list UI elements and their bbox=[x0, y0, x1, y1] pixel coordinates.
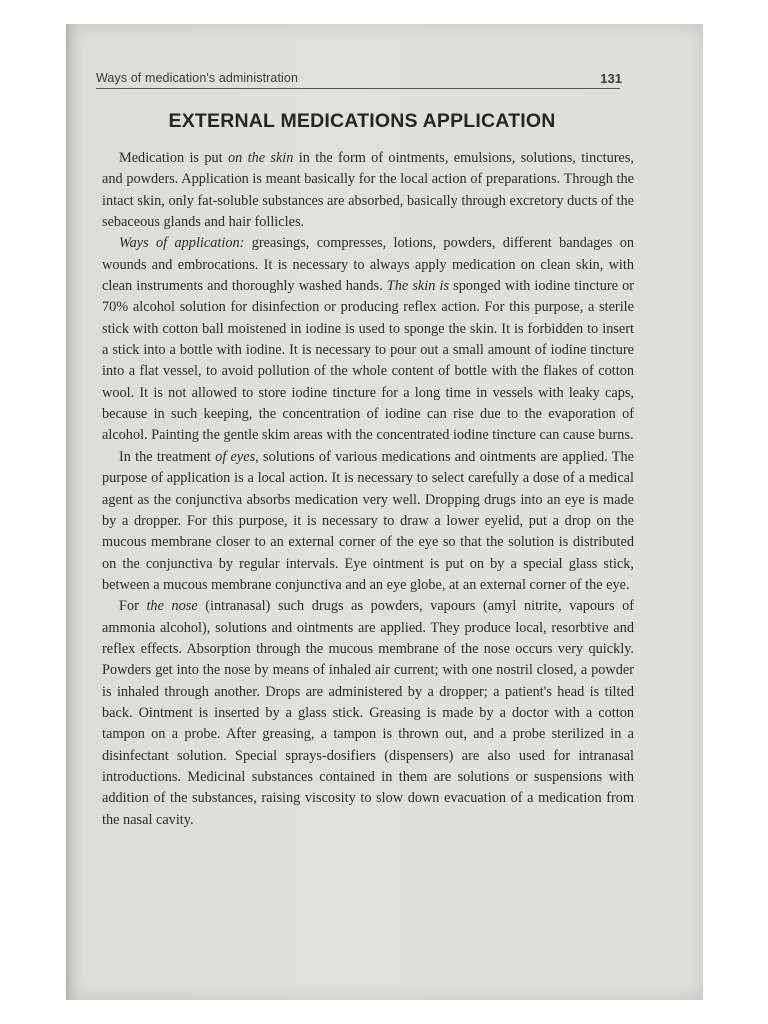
paragraph-skin bbox=[102, 148, 634, 233]
emphasis: the nose bbox=[146, 598, 198, 615]
body-text bbox=[102, 148, 634, 831]
text-run: Medication is put bbox=[119, 150, 228, 166]
text-run: in the form of ointments, emulsions, solutions, tinctures, and powders. Application is meant basically for the local action of preparations. Through the intact skin, only fat-soluble substances are absorbed, basically through excretory ducts of the sebaceous glands and hair follicles. bbox=[102, 150, 635, 231]
text-run: sponged with iodine tincture or 70% alcohol solution for disinfection or producing reflex action. For this purpose, a sterile stick with cotton ball moistened in iodine is used to sponge the skin. It is forbidden to insert a stick into a bottle with iodine. It is necessary to pour out a small amount of iodine tincture into a flat vessel, to avoid pollution of the whole content of bottle with the flakes of cotton wool. It is not allowed to store iodine tincture for a long time in vessels with leaky caps, because in such keeping, the concentration of iodine can rise due to the evaporation of alcohol. Painting the gentle skim areas with the concentrated iodine tincture can cause burns. bbox=[102, 278, 634, 444]
text-run: , solutions of various medications and ointments are applied. The purpose of application is a local action. It is necessary to select carefully a dose of a medical agent as the conjunctiva absorbs medication very well. Dropping drugs into an eye is made by a dropper. For this purpose, it is necessary to draw a lower eyelid, put a drop on the mucous membrane closer to an external corner of the eye so that the solution is distributed on the conjunctiva by regular intervals. Eye ointment is put on by a special glass stick, between a mucous membrane conjunctiva and an eye globe, at an external corner of the eye. bbox=[102, 448, 634, 593]
text-run: greasings, compresses, lotions, powders, different bandages on wounds and embrocations. It is necessary to always apply medication on clean skin, with clean instruments and thoroughly washed hands. bbox=[102, 235, 634, 295]
page-number: 131 bbox=[600, 71, 622, 86]
emphasis: Ways of application: bbox=[119, 235, 245, 252]
paragraph-ways-of-application bbox=[102, 233, 634, 446]
text-run: In the treatment bbox=[119, 448, 216, 465]
paragraph-eyes bbox=[102, 447, 634, 596]
emphasis: of eyes bbox=[215, 448, 256, 465]
book-page bbox=[66, 24, 703, 1000]
emphasis: The skin is bbox=[386, 278, 450, 295]
text-run: (intranasal) such drugs as powders, vapours (amyl nitrite, vapours of ammonia alcohol), solutions and ointments are applied. They produce local, resorbtive and reflex effects. Absorption through the mucous membrane of the nose occurs very quickly. Powders get into the nose by means of inhaled air current; with one nostril closed, a powder is inhaled through another. Drops are administered by a dropper; a patient's head is tilted back. Ointment is inserted by a glass stick. Greasing is made by a doctor with a cotton tampon on a probe. After greasing, a tampon is thrown out, and a probe sterilized in a disinfectant solution. Special sprays-dosifiers (dispensers) are also used for intranasal introductions. Medicinal substances contained in them are solutions or suspensions with addition of the substances, raising viscosity to slow down evacuation of a medication from the nasal cavity. bbox=[102, 598, 635, 828]
emphasis: on the skin bbox=[227, 150, 294, 166]
running-title: Ways of medication's administration bbox=[96, 71, 299, 85]
paragraph-nose bbox=[102, 596, 634, 831]
running-header bbox=[96, 66, 620, 89]
section-heading: EXTERNAL MEDICATIONS APPLICATION bbox=[168, 110, 556, 132]
text-run: For bbox=[119, 598, 147, 615]
